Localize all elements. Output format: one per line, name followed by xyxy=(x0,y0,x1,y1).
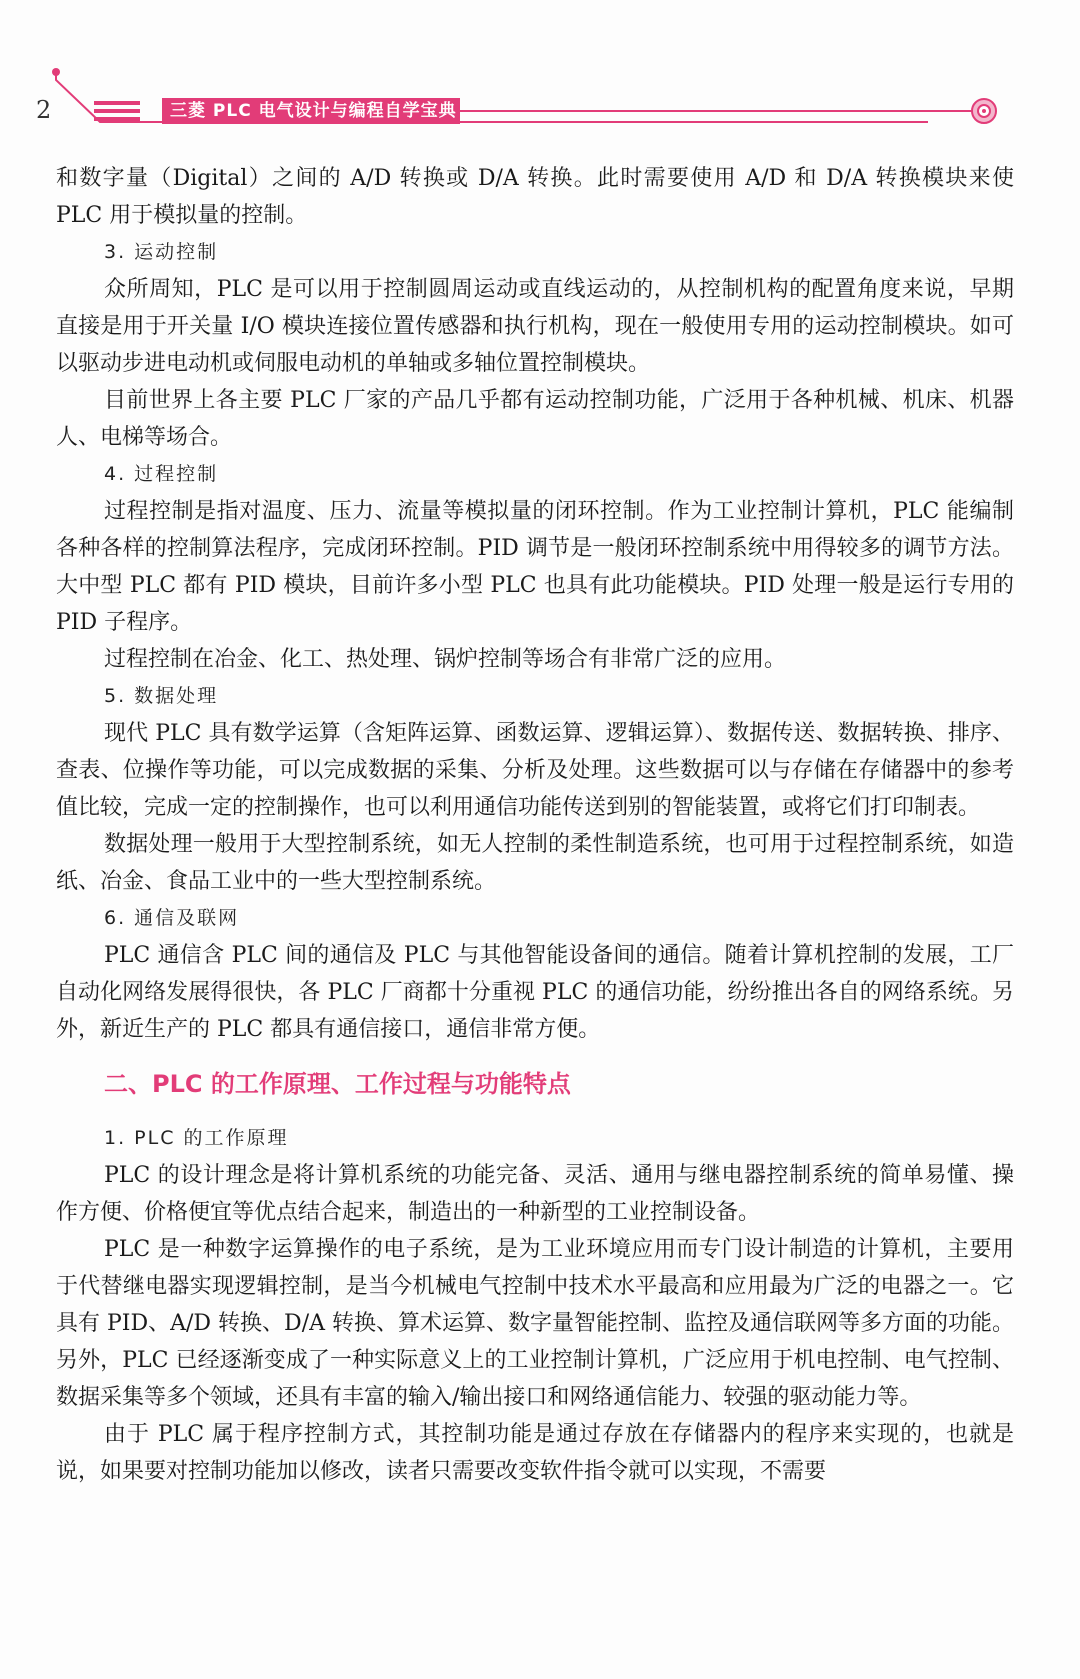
paragraph: PLC 通信含 PLC 间的通信及 PLC 与其他智能设备间的通信。随着计算机控制的发展，工厂自动化网络发展得很快，各 PLC 厂商都十分重视 PLC 的通信功能，纷纷推出各自的网络系统。另外，新近生产的 PLC 都具有通信接口，通信非常方便。 xyxy=(56,943,1014,1042)
paragraph: 目前世界上各主要 PLC 厂家的产品几乎都有运动控制功能，广泛用于各种机械、机床、机器人、电梯等场合。 xyxy=(56,388,1014,450)
subsection-heading: 3. 运动控制 xyxy=(104,241,219,263)
subsection-heading: 4. 过程控制 xyxy=(104,463,219,485)
paragraph: PLC 的设计理念是将计算机系统的功能完备、灵活、通用与继电器控制系统的简单易懂、操作方便、价格便宜等优点结合起来，制造出的一种新型的工业控制设备。 xyxy=(56,1163,1014,1225)
body-text xyxy=(56,160,1014,1490)
target-icon xyxy=(972,99,996,123)
subsection-heading: 5. 数据处理 xyxy=(104,685,219,707)
paragraph: 数据处理一般用于大型控制系统，如无人控制的柔性制造系统，也可用于过程控制系统，如造纸、冶金、食品工业中的一些大型控制系统。 xyxy=(56,832,1014,894)
paragraph: 众所周知，PLC 是可以用于控制圆周运动或直线运动的，从控制机构的配置角度来说，早期直接是用于开关量 I/O 模块连接位置传感器和执行机构，现在一般使用专用的运动控制模块。如可以驱动步进电动机或伺服电动机的单轴或多轴位置控制模块。 xyxy=(56,277,1014,376)
paragraph: 和数字量（Digital）之间的 A/D 转换或 D/A 转换。此时需要使用 A/D 和 D/A 转换模块来使 PLC 用于模拟量的控制。 xyxy=(56,166,1014,228)
paragraph: 由于 PLC 属于程序控制方式，其控制功能是通过存放在存储器内的程序来实现的，也就是说，如果要对控制功能加以修改，读者只需要改变软件指令就可以实现，不需要 xyxy=(56,1422,1014,1484)
subsection-heading: 1. PLC 的工作原理 xyxy=(104,1127,289,1149)
paragraph: 现代 PLC 具有数学运算（含矩阵运算、函数运算、逻辑运算）、数据传送、数据转换、排序、查表、位操作等功能，可以完成数据的采集、分析及处理。这些数据可以与存储在存储器中的参考值比较，完成一定的控制操作，也可以利用通信功能传送到别的智能装置，或将它们打印制表。 xyxy=(56,721,1014,820)
subsection-heading: 6. 通信及联网 xyxy=(104,907,240,929)
stripe-icon xyxy=(94,101,140,121)
section-heading: 二、PLC 的工作原理、工作过程与功能特点 xyxy=(104,1070,571,1098)
header-decoration xyxy=(0,0,1080,160)
running-head-title: 三菱 PLC 电气设计与编程自学宝典 xyxy=(162,98,460,124)
paragraph: 过程控制是指对温度、压力、流量等模拟量的闭环控制。作为工业控制计算机，PLC 能编制各种各样的控制算法程序，完成闭环控制。PID 调节是一般闭环控制系统中用得较多的调节方法。大中型 PLC 都有 PID 模块，目前许多小型 PLC 也具有此功能模块。PID 处理一般是运行专用的 PID 子程序。 xyxy=(56,499,1014,635)
paragraph: 过程控制在冶金、化工、热处理、锅炉控制等场合有非常广泛的应用。 xyxy=(104,647,787,672)
paragraph: PLC 是一种数字运算操作的电子系统，是为工业环境应用而专门设计制造的计算机，主要用于代替继电器实现逻辑控制，是当今机械电气控制中技术水平最高和应用最为广泛的电器之一。它具有 PID、A/D 转换、D/A 转换、算术运算、数字量智能控制、监控及通信联网等多方面的功能。另外，PLC 已经逐渐变成了一种实际意义上的工业控制计算机，广泛应用于机电控制、电气控制、数据采集等多个领域，还具有丰富的输入/输出接口和网络通信能力、较强的驱动能力等。 xyxy=(56,1237,1014,1410)
page-number: 2 xyxy=(36,96,52,124)
